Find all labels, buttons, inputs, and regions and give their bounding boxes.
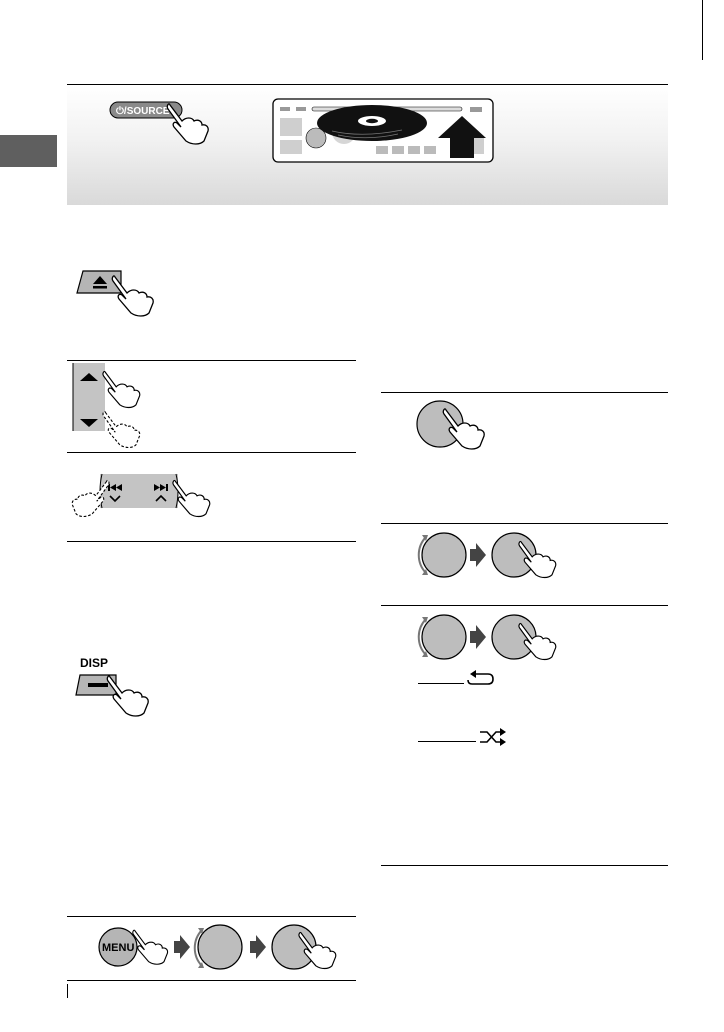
knob-turn-press-illustration-1 bbox=[418, 527, 568, 587]
arrow-right-icon bbox=[470, 543, 486, 567]
footer-marker bbox=[67, 984, 68, 998]
pointing-hand-icon bbox=[173, 480, 210, 516]
pointing-hand-icon bbox=[107, 676, 148, 716]
menu-button-label: MENU bbox=[102, 942, 135, 954]
divider-left-2 bbox=[67, 452, 356, 453]
stereo-disc-illustration bbox=[272, 98, 494, 164]
divider-left-4 bbox=[67, 916, 356, 917]
divider-left-3 bbox=[67, 541, 356, 542]
control-knob[interactable] bbox=[198, 925, 242, 969]
disp-button-illustration bbox=[74, 655, 164, 717]
eject-button-illustration bbox=[75, 265, 155, 315]
divider-left-5 bbox=[67, 980, 356, 981]
pointing-hand-outline-icon bbox=[103, 411, 140, 447]
divider-right-4 bbox=[381, 865, 668, 866]
repeat-underline bbox=[418, 683, 464, 684]
arrow-right-icon bbox=[470, 625, 486, 649]
divider-right-1 bbox=[381, 392, 668, 393]
disp-button-label: DISP bbox=[80, 656, 109, 670]
top-right-marker bbox=[702, 0, 703, 60]
control-knob[interactable] bbox=[422, 615, 466, 659]
pointing-hand-icon bbox=[103, 371, 140, 407]
arrow-right-icon bbox=[250, 935, 266, 959]
knob-turn-press-illustration-2 bbox=[418, 609, 568, 669]
shuffle-underline bbox=[418, 741, 476, 742]
divider-right-2 bbox=[381, 523, 668, 524]
rotate-icon bbox=[419, 619, 426, 655]
pointing-hand-icon bbox=[112, 276, 153, 316]
arrow-right-icon bbox=[174, 935, 190, 959]
knob-press-illustration bbox=[410, 396, 490, 462]
track-skip-buttons-illustration bbox=[70, 470, 220, 525]
pointing-hand-icon bbox=[133, 930, 168, 964]
divider-left-1 bbox=[67, 360, 356, 361]
source-button-label: ⏻/SOURCE bbox=[116, 106, 170, 117]
source-button-illustration bbox=[100, 95, 215, 145]
rotate-icon bbox=[419, 537, 426, 573]
up-down-buttons-illustration bbox=[70, 363, 150, 448]
shuffle-icon bbox=[478, 728, 508, 746]
repeat-icon bbox=[466, 670, 496, 688]
menu-sequence-illustration bbox=[96, 920, 356, 978]
control-knob[interactable] bbox=[422, 533, 466, 577]
divider-right-3 bbox=[381, 605, 668, 606]
pointing-hand-icon bbox=[167, 104, 208, 144]
pointing-hand-outline-icon bbox=[72, 480, 109, 516]
section-tab bbox=[0, 135, 57, 167]
